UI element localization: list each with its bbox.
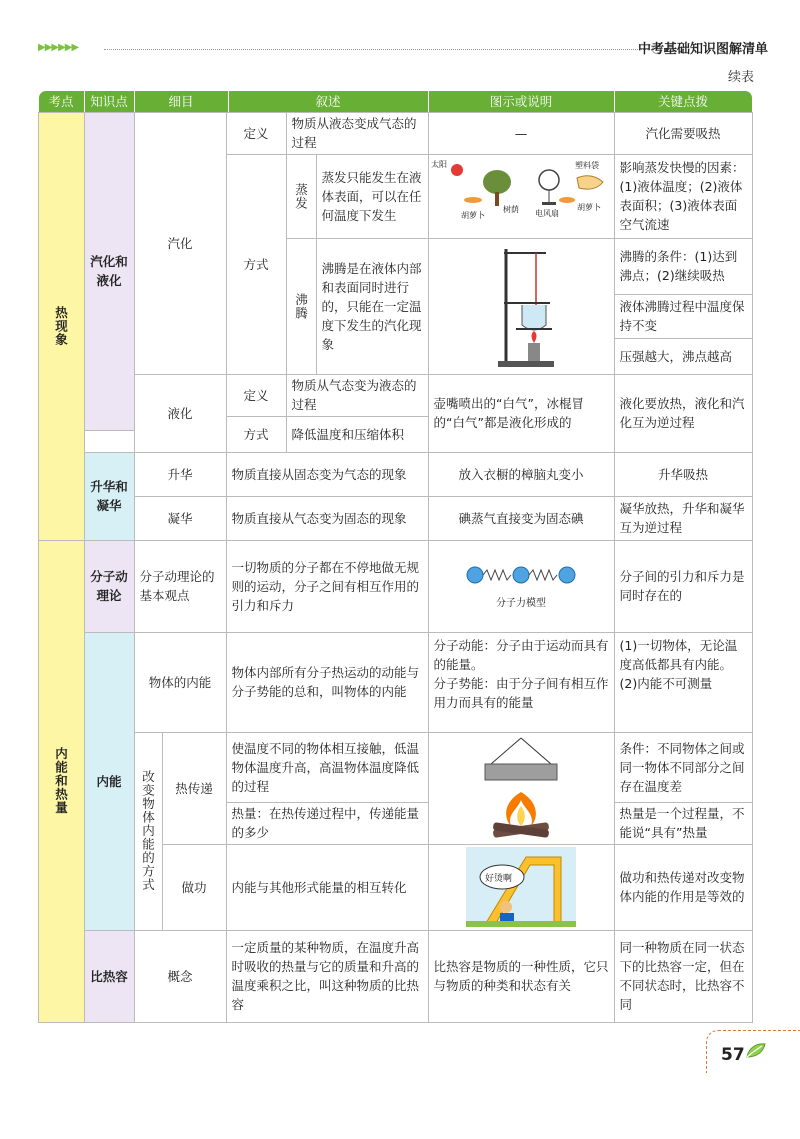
work-key-text: 做功和热传递对改变物体内能的作用是等效的: [619, 870, 745, 904]
liq-method-label: [226, 416, 287, 453]
def-label: [226, 112, 287, 155]
sh-text-text: 一定质量的某种物质，在温度升高时吸收的热量与它的质量和升高的温度乘积之比，叫这种物质的比热容: [231, 940, 420, 1012]
beaker-icon: [522, 305, 546, 330]
flame-icon: [532, 331, 537, 343]
ie-note-2: 分子势能：由于分子间有相互作用力而具有的能量: [433, 675, 609, 710]
dep-note: [428, 496, 615, 541]
heat-text-text: 热量：在热传递过程中，传递能量的多少: [231, 806, 420, 840]
fan-label: 电风扇: [535, 209, 559, 218]
mol-text-text: 一切物质的分子都在不停地做无规则的运动，分子之间有相互作用的引力和斥力: [231, 559, 420, 613]
mol-key: [614, 540, 753, 633]
item-cell: [134, 112, 227, 375]
sub-key: [614, 452, 753, 497]
dep-label-text: 凝华: [167, 510, 193, 526]
dep-label: [134, 496, 227, 541]
sh-key: [614, 930, 753, 1023]
heat-text: [226, 802, 429, 845]
point-cell-text: 比热容: [90, 968, 128, 984]
slide-illustration: [466, 847, 576, 927]
point-cell-text: 汽化和液化: [90, 254, 128, 288]
topic-cell-text: 热现象: [53, 305, 69, 347]
bag-label: 塑料袋: [575, 161, 599, 170]
ht-key-text: 条件：不同物体之间或同一物体不同部分之间存在温度差: [619, 740, 745, 794]
sub-label-text: 升华: [167, 466, 193, 482]
ie-key-1: (1)一切物体，无论温度高低都具有内能。: [619, 637, 738, 672]
liq-method-label-text: 方式: [243, 426, 269, 442]
liq-def-label-text: 定义: [243, 387, 269, 403]
spring-icon: [483, 570, 511, 580]
def-dash: [428, 112, 615, 155]
boil-key-3: [614, 338, 753, 375]
item-cell: [134, 374, 227, 453]
boil-figure: [428, 238, 615, 375]
work-label: [162, 844, 227, 931]
boil-text-text: 沸腾是在液体内部和表面同时进行的，只能在一定温度下发生的汽化现象: [321, 260, 422, 352]
method-label-text: 方式: [243, 256, 269, 272]
work-key: [614, 844, 753, 931]
mol-item: [134, 540, 227, 633]
def-dash-text: —: [514, 125, 528, 141]
heat-transfer-illustration: [471, 734, 571, 842]
col-header: [428, 90, 615, 113]
point-cell-text: 升华和凝华: [90, 479, 128, 513]
burner-icon: [528, 343, 540, 361]
ht-label-text: 热传递: [175, 780, 213, 796]
sh-item: [134, 930, 227, 1023]
point-cell: [84, 540, 135, 633]
leaf-icon: [745, 1041, 767, 1061]
heat-key: [614, 802, 753, 845]
ie-item-text: 物体的内能: [148, 674, 212, 690]
heat-key-text: 热量是一个过程量，不能说“具有”热量: [619, 806, 745, 840]
ht-figure: [428, 732, 615, 845]
tree-icon: [483, 170, 511, 194]
point-cell: [84, 930, 135, 1023]
metal-block-icon: [485, 764, 557, 780]
liq-key-text: 液化要放热，液化和汽化互为逆过程: [619, 396, 745, 430]
work-text-text: 内能与其他形式能量的相互转化: [231, 879, 407, 895]
boil-key-1-text: 沸腾的条件：(1)达到沸点；(2)继续吸热: [619, 249, 738, 283]
sub-label: [134, 452, 227, 497]
work-text: [226, 844, 429, 931]
mol-fig-caption: 分子力模型: [496, 597, 546, 609]
col-header-text: 叙述: [315, 93, 341, 109]
ie-key: [614, 632, 753, 733]
ie-note-1: 分子动能：分子由于运动而具有的能量。: [433, 637, 609, 672]
point-cell: [84, 112, 135, 431]
liq-def-text: [286, 374, 429, 417]
topic-cell: [38, 112, 85, 541]
col-header-text: 考点: [48, 93, 74, 109]
evap-figure: [428, 154, 615, 239]
boiling-apparatus-illustration: [476, 241, 566, 371]
sh-note: [428, 930, 615, 1023]
def-key-text: 汽化需要吸热: [645, 125, 721, 141]
def-key: [614, 112, 753, 155]
liq-def-label: [226, 374, 287, 417]
continued-label: 续表: [727, 70, 754, 85]
boil-key-3-text: 压强越大，沸点越高: [619, 348, 733, 364]
ht-key: [614, 732, 753, 803]
mol-item-text: 分子动理论的基本观点: [139, 569, 215, 603]
sun-icon: [451, 164, 463, 176]
sh-text: [226, 930, 429, 1023]
mol-text: [226, 540, 429, 633]
change-label: [134, 732, 163, 931]
ie-note: [428, 632, 615, 733]
topic-cell-text: 内能和热量: [53, 747, 69, 815]
liq-note-text: 壶嘴喷出的“白气”，冰棍冒的“白气”都是液化形成的: [433, 396, 584, 430]
liq-method-text-text: 降低温度和压缩体积: [291, 426, 405, 442]
point-cell-text: 内能: [96, 773, 122, 789]
point-cell: [84, 632, 135, 931]
table-grid: [38, 90, 752, 1022]
boil-key-2-text: 液体沸腾过程中温度保持不变: [619, 299, 745, 333]
ie-text-text: 物体内部所有分子热运动的动能与分子势能的总和，叫物体的内能: [231, 665, 420, 699]
evap-label: [286, 154, 317, 239]
point-cell-text: 分子动理论: [90, 569, 128, 603]
boil-key-1: [614, 238, 753, 295]
evap-text: [316, 154, 429, 239]
stand-base-icon: [498, 361, 554, 367]
dep-text: [226, 496, 429, 541]
work-figure: [428, 844, 615, 931]
def-text: [286, 112, 429, 155]
ht-text-text: 使温度不同的物体相互接触，低温物体温度升高，高温物体温度降低的过程: [231, 740, 420, 794]
header-rule: [104, 49, 654, 50]
page-number-box: [706, 1030, 800, 1073]
dep-note-text: 碘蒸气直接变为固态碘: [458, 510, 584, 526]
item-cell-text: 汽化: [167, 235, 193, 251]
liq-key: [614, 374, 753, 453]
sun-label: 太阳: [431, 160, 447, 169]
item-cell-text: 液化: [167, 405, 193, 421]
evap-key: [614, 154, 753, 239]
method-label: [226, 154, 287, 375]
change-label-text: 改变物体内能的方式: [140, 770, 156, 892]
evaporation-illustration: [429, 156, 613, 236]
sub-key-text: 升华吸热: [657, 466, 708, 482]
ie-key-2: (2)内能不可测量: [619, 675, 713, 691]
col-header: [134, 90, 229, 113]
col-header-text: 细目: [168, 93, 194, 109]
liq-note: [428, 374, 615, 453]
evap-key-text: 影响蒸发快慢的因素：(1)液体温度；(2)液体表面积；(3)液体表面空气流速: [619, 160, 745, 232]
ie-item: [134, 632, 227, 733]
boil-text: [316, 238, 429, 375]
col-header-text: 知识点: [90, 93, 128, 109]
sh-note-text: 比热容是物质的一种性质，它只与物质的种类和状态有关: [433, 959, 609, 993]
page-header: [38, 38, 768, 60]
carrot-icon: [464, 197, 482, 203]
evap-text-text: 蒸发只能发生在液体表面，可以在任何温度下发生: [321, 169, 422, 223]
col-header: [228, 90, 429, 113]
mol-key-text: 分子间的引力和斥力是同时存在的: [619, 569, 745, 603]
page-number: 57: [721, 1045, 745, 1065]
liq-def-text-text: 物质从气态变为液态的过程: [291, 378, 417, 412]
ht-text: [226, 732, 429, 803]
bag-icon: [577, 176, 603, 189]
boil-key-2: [614, 294, 753, 339]
boil-label-text: 沸腾: [293, 292, 309, 320]
point-cell: [84, 452, 135, 541]
col-header: [614, 90, 753, 113]
liq-method-text: [286, 416, 429, 453]
sub-text-text: 物质直接从固态变为气态的现象: [231, 466, 407, 482]
arrow-decoration-icon: ▶▶▶▶▶▶: [38, 42, 79, 53]
book-title: 中考基础知识图解清单: [637, 42, 768, 57]
topic-cell: [38, 540, 85, 1023]
fan-icon: [539, 170, 559, 190]
def-text-text: 物质从液态变成气态的过程: [291, 116, 417, 150]
tree-label: 树荫: [503, 205, 519, 214]
molecule-model-illustration: [461, 560, 581, 590]
dep-key: [614, 496, 753, 541]
molecule-icon: [467, 567, 483, 583]
ie-text: [226, 632, 429, 733]
sh-item-text: 概念: [167, 968, 193, 984]
sub-note: [428, 452, 615, 497]
def-label-text: 定义: [243, 125, 269, 141]
dep-key-text: 凝华放热，升华和凝华互为逆过程: [619, 501, 745, 535]
col-header-text: 关键点拨: [657, 93, 708, 109]
dep-text-text: 物质直接从气态变为固态的现象: [231, 510, 407, 526]
carrot-label-2: 胡萝卜: [577, 203, 601, 212]
col-header: [38, 90, 85, 113]
child-icon: [500, 901, 512, 913]
sub-note-text: 放入衣橱的樟脑丸变小: [458, 466, 584, 482]
col-header-text: 图示或说明: [489, 93, 553, 109]
col-header: [84, 90, 135, 113]
mol-figure: [428, 540, 615, 633]
evap-label-text: 蒸发: [293, 182, 309, 210]
boil-label: [286, 238, 317, 375]
work-fig-text: 好烫啊: [485, 874, 513, 884]
carrot-label: 胡萝卜: [461, 211, 485, 220]
work-label-text: 做功: [181, 879, 207, 895]
sub-text: [226, 452, 429, 497]
sh-key-text: 同一种物质在同一状态下的比热容一定，但在不同状态时，比热容不同: [619, 940, 745, 1012]
ht-label: [162, 732, 227, 845]
